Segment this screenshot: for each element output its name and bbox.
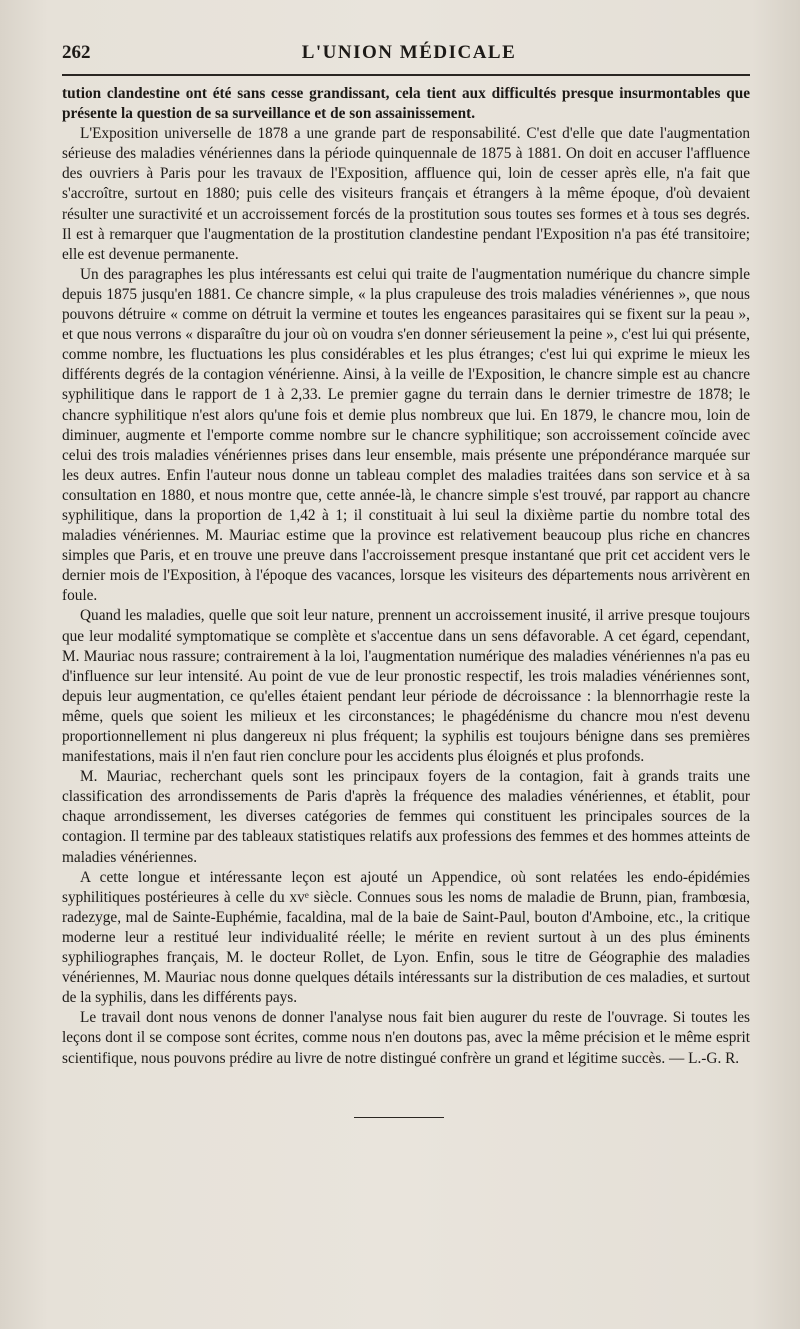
paragraph-appendice: A cette longue et intéressante leçon est ajouté un Appendice, où sont relatées les endo-épidémies syphilitiques postérieures à celle du xvᵉ siècle. Connues sous les noms de maladie de Brunn, pian, frambœsia, radezyge, mal de Sainte-Euphémie, facaldina, mal de la baie de Saint-Paul, bouton d'Amboine, etc., la critique moderne leur a restitué leur individualité réelle; le mérite en revient surtout à un des plus éminents syphiliographes français, M. le docteur Rollet, de Lyon. Enfin, sous le titre de Géographie des maladies vénériennes, M. Mauriac nous donne quelques détails intéressants sur la distribution de ces maladies, et surtout de la syphilis, dans les différents pays.: [62, 868, 750, 1007]
paragraph-foyers: M. Mauriac, recherchant quels sont les principaux foyers de la contagion, fait à grands traits une classification des arrondissements de Paris d'après la fréquence des maladies vénériennes, et établit, pour chaque arrondissement, les diverses catégories de femmes qui constituent les principales sources de la contagion. Il termine par des tableaux statistiques relatifs aux professions des femmes et des hommes atteints de maladies vénériennes.: [62, 768, 750, 866]
paragraph-chancre-simple: Un des paragraphes les plus intéressants est celui qui traite de l'augmentation numérique du chancre simple depuis 1875 jusqu'en 1881. Ce chancre simple, « la plus crapuleuse des trois maladies vénériennes », que nous pouvons détruire « comme on détruit la vermine et toutes les engeances parasitaires qui se fixent sur la peau », et que nous verrons « disparaître du jour où on voudra s'en donner sérieusement la peine », c'est lui qui présente, comme nombre, les fluctuations les plus considérables et les plus étranges; c'est lui qui exprime le mieux les différents degrés de la contagion vénérienne. Ainsi, à la veille de l'Exposition, le chancre simple est au chancre syphilitique dans le rapport de 1 à 2,33. Le premier gagne du terrain dans le dernier trimestre de 1878; le chancre syphilitique n'est alors qu'une fois et demie plus nombreux que lui. En 1879, le chancre mou, loin de diminuer, augmente et l'emporte comme nombre sur le chancre syphilitique; son accroissement coïncide avec celui des trois maladies vénériennes prises dans leur ensemble, mais présente une prépondérance marquée sur les deux autres. Enfin l'auteur nous donne un tableau complet des maladies traitées dans son service et à sa consultation en 1880, et nous montre que, cette année-là, le chancre simple s'est trouvé, par rapport au chancre syphilitique, dans la proportion de 1,42 à 1; il constituait à lui seul la dixième partie du nombre total des maladies vénériennes. M. Mauriac estime que la province est relativement beaucoup plus riche en chancres simples que Paris, et en trouve une preuve dans l'accroissement presque instantané que prit cet accident vers le dernier mois de l'Exposition, à l'époque des vacances, lorsque les visiteurs des départements nous arrivèrent en foule.: [62, 265, 750, 605]
running-title: L'UNION MÉDICALE: [301, 42, 517, 63]
article-body: [62, 84, 756, 1069]
paragraph-conclusion: Le travail dont nous venons de donner l'analyse nous fait bien augurer du reste de l'ouvrage. Si toutes les leçons dont il se compose sont écrites, comme nous n'en doutons pas, avec la même précision et le même esprit scientifique, nous pouvons prédire au livre de notre distingué confrère un grand et légitime succès. — L.-G. R.: [62, 1009, 750, 1067]
paragraph-modalite: Quand les maladies, quelle que soit leur nature, prennent un accroissement inusité, il arrive presque toujours que leur modalité symptomatique se complète et s'accentue dans un sens défavorable. A cet égard, cependant, M. Mauriac nous rassure; contrairement à la loi, l'augmentation numérique des maladies vénériennes n'a pas eu d'influence sur leur intensité. Au point de vue de leur pronostic respectif, les trois maladies vénériennes sont, depuis leur augmentation, ce qu'elles étaient pendant leur période de décroissance : la blennorrhagie reste la même, quels que soient les milieux et les circonstances; le phagédénisme du chancre mou n'est devenu proportionnellement ni plus dangereux ni plus fréquent; la syphilis est toujours bénigne dans ses premières manifestations, mais il n'en faut rien conclure pour les accidents plus éloignés et plus profonds.: [62, 607, 750, 766]
paragraph-exposition: L'Exposition universelle de 1878 a une grande part de responsabilité. C'est d'elle que date l'augmentation sérieuse des maladies vénériennes dans la période quinquennale de 1875 à 1881. On doit en accuser l'affluence des ouvriers à Paris pour les travaux de l'Exposition, affluence qui, loin de cesser après elle, n'a fait que s'accroître, surtout en 1880; puis celle des visiteurs français et étrangers à la même époque, d'où devaient résulter une suractivité et un accroissement forcés de la prostitution sous toutes ses formes et à tous ses degrés. Il est à remarquer que l'augmentation de la prostitution clandestine pendant l'Exposition n'a pas été transitoire; elle est devenue permanente.: [62, 125, 750, 263]
end-rule: [354, 1117, 444, 1118]
paragraph-continuation: tution clandestine ont été sans cesse grandissant, cela tient aux difficultés presque insurmontables que présente la question de sa surveillance et de son assainissement.: [62, 85, 750, 123]
page-header: [62, 38, 756, 70]
header-rule: [62, 74, 750, 76]
page-number: 262: [62, 42, 91, 63]
